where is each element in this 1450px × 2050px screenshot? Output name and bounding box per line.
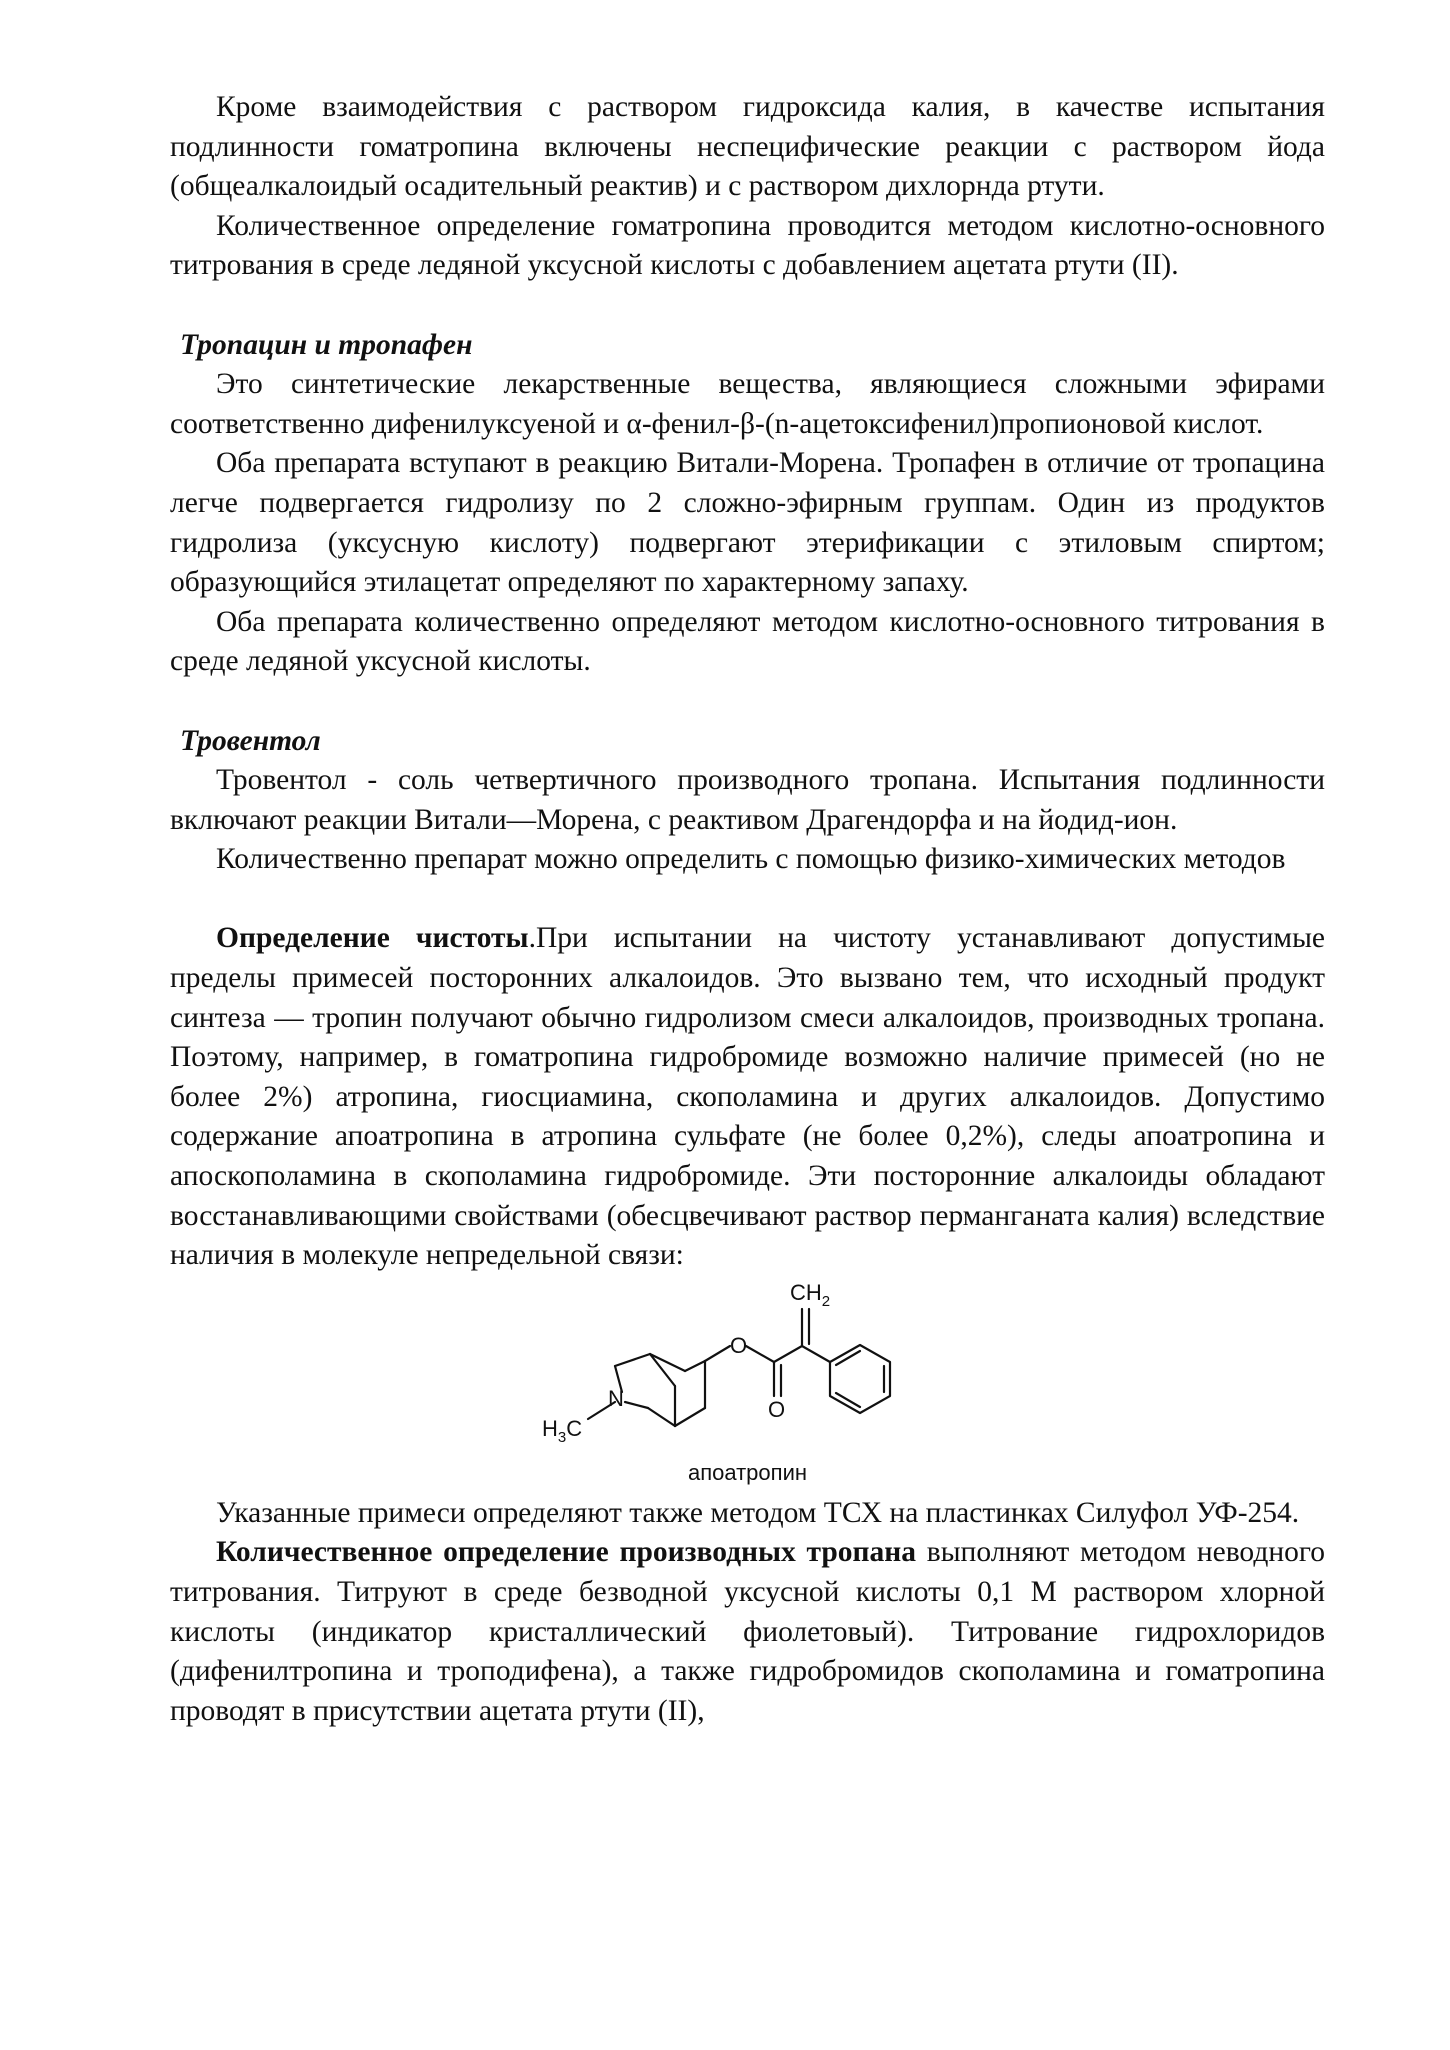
spacer [170, 880, 1325, 920]
bond [705, 1346, 730, 1361]
bond [650, 1354, 675, 1386]
tropane-assay-text: выполняют методом неводного титрования. Титруют в среде безводной уксусной кислоты 0,1 М раствором хлорной кислоты (индикатор кристаллический фиолетовый). Титрование гидрохлоридов (дифенилтропина и троподифена), а также гидробромидов скополамина и гоматропина проводят в присутствии ацетата ртути (II), [170, 1536, 1325, 1727]
document-page [170, 88, 1325, 1731]
bond [774, 1346, 802, 1362]
paragraph-troventol-assay: Количественно препарат можно определить с помощью физико-химических методов [216, 843, 1286, 876]
bond [836, 1351, 860, 1365]
paragraph-tropacin-reactions: Оба препарата вступают в реакцию Витали-Морена. Тропафен в отличие от тропацина легче подвергается гидролизу по 2 сложно-эфирным группам. Один из продуктов гидролиза (уксусную кислоту) подвергают этерификации с этиловым спиртом; образующийся этилацетат определяют по характерному запаху. [170, 447, 1325, 599]
bond [685, 1361, 705, 1371]
paragraph-tlc: Указанные примеси определяют также методом ТСХ на пластинках Силуфол УФ-254. [216, 1496, 1300, 1529]
paragraph-homatropine-assay: Количественное определение гоматропина проводится методом кислотно-основного титрования в среде ледяной уксусной кислоты с добавлением ацетата ртути (II). [170, 209, 1325, 282]
paragraph-tropacin-description: Это синтетические лекарственные вещества, являющиеся сложными эфирами соответственно дифенилуксуеной и α-фенил-β-(n-ацетоксифенил)пропионовой кислот. [170, 368, 1325, 440]
paragraph-purity [170, 919, 1325, 1275]
atom-oxygen-carbonyl-label: O [768, 1396, 786, 1422]
paragraph-troventol-identity: Тровентол - соль четвертичного производного тропана. Испытания подлинности включают реакции Витали—Морена, с реактивом Драгендорфа и на йодид-ион. [170, 764, 1325, 836]
figure-caption: апоатропин [687, 1459, 808, 1485]
phenyl-ring [830, 1345, 890, 1413]
bond [746, 1346, 774, 1362]
bond [648, 1408, 675, 1426]
bond [625, 1402, 648, 1408]
atom-oxygen-ester-label: O [730, 1332, 748, 1358]
purity-text: .При испытании на чистоту устанавливают допустимые пределы примесей посторонних алкалоидов. Это вызвано тем, что исходный продукт синтеза — тропин получают обычно гидролизом смеси алкалоидов, производных тропана. Поэтому, например, в гоматропина гидробромиде возможно наличие примесей (но не более 2%) атропина, гиосциамина, скополамина и других алкалоидов. Допустимо содержание апоатропина в атропина сульфате (не более 0,2%), следы апоатропина и апоскополамина в скополамина гидробромиде. Эти посторонние алкалоиды обладают восстанавливающими свойствами (обесцвечивают раствор перманганата калия) вследствие наличия в молекуле непредельной связи: [170, 922, 1325, 1272]
paragraph-tropane-assay [170, 1533, 1325, 1731]
atom-methyl-label: $H_3C$ [542, 1415, 583, 1446]
bond [802, 1346, 830, 1362]
heading-tropacin-tropafen: Тропацин и тропафен [180, 328, 473, 361]
atom-nitrogen-label: N [608, 1385, 624, 1411]
apoatropine-structure-figure [170, 1276, 1325, 1494]
bond [615, 1354, 650, 1366]
paragraph-tropacin-assay: Оба препарата количественно определяют методом кислотно-основного титрования в среде ледяной уксусной кислоты. [170, 605, 1325, 678]
purity-term: Определение чистоты [216, 922, 529, 955]
spacer [170, 682, 1325, 722]
heading-troventol: Тровентол [180, 724, 321, 757]
atom-ch2-label: $CH_2$ [790, 1279, 831, 1310]
spacer [170, 286, 1325, 326]
bond [836, 1393, 860, 1407]
tropane-assay-term: Количественное определение производных тропана [216, 1536, 917, 1569]
bond [675, 1408, 705, 1426]
paragraph-homatropine-identity: Кроме взаимодействия с раствором гидроксида калия, в качестве испытания подлинности гоматропина включены неспецифические реакции с раствором йода (общеалкалоидый осадительный реактив) и с раствором дихлорнда ртути. [170, 91, 1325, 203]
